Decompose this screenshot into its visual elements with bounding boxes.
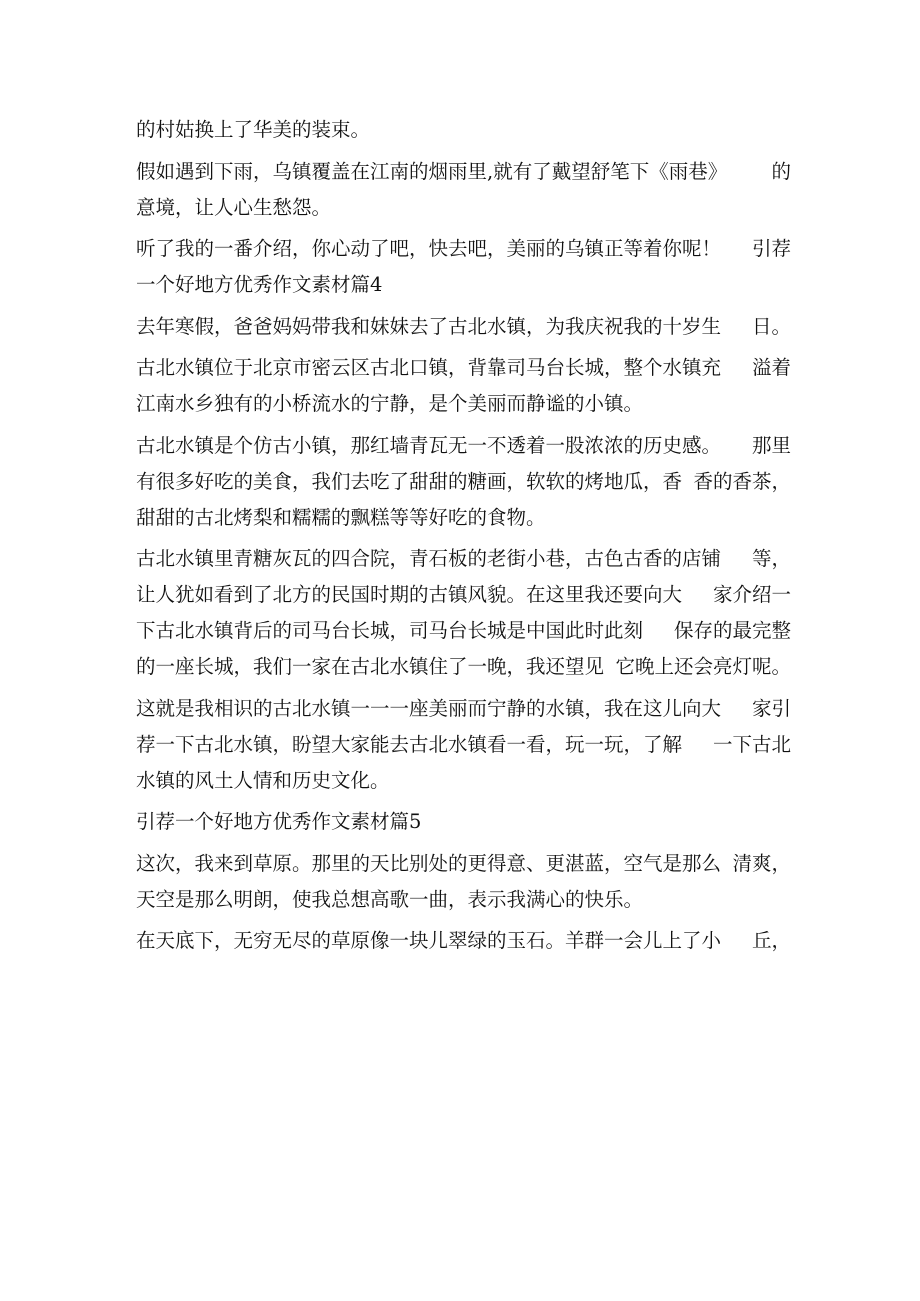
text-segment: 在天底下，无穷无尽的草原像一块儿翠绿的玉石。羊群一会儿上了小 bbox=[136, 929, 722, 952]
text-segment: 古北水镇位于北京市密云区古北口镇，背靠司马台长城，整个水镇充 bbox=[136, 356, 722, 379]
text-segment: 天空是那么明朗，使我总想高歌一曲，表示我满心的快乐。 bbox=[136, 887, 644, 911]
text-line bbox=[136, 154, 791, 190]
text-segment: 这次，我来到草原。那里的天比别处的更得意、更湛蓝，空气是那么 bbox=[136, 851, 722, 875]
text-segment: 引荐 bbox=[751, 237, 791, 260]
paragraph bbox=[136, 923, 791, 959]
text-segment: 一个好地方优秀作文素材篇4 bbox=[136, 273, 383, 296]
section-heading bbox=[136, 267, 791, 303]
paragraph bbox=[136, 350, 791, 422]
text-line bbox=[136, 541, 791, 577]
text-segment: 有很多好吃的美食，我们去吃了甜甜的糖画，软软的烤地瓜，香 bbox=[136, 469, 683, 493]
paragraph bbox=[136, 428, 791, 536]
paragraph bbox=[136, 112, 791, 148]
document-body bbox=[136, 112, 791, 965]
text-segment: 听了我的一番介绍，你心动了吧，快去吧，美丽的乌镇正等着你呢！ bbox=[136, 237, 722, 260]
text-line bbox=[136, 231, 791, 267]
paragraph bbox=[136, 309, 791, 345]
text-segment: 的一座长城，我们一家在古北水镇住了一晚，我还望见 bbox=[136, 655, 605, 678]
text-segment: 保存的最完整 bbox=[673, 619, 791, 642]
text-segment: 水镇的风土人情和历史文化。 bbox=[136, 768, 390, 792]
text-segment: 江南水乡独有的小桥流水的宁静，是个美丽而静谧的小镇。 bbox=[136, 392, 644, 415]
text-line bbox=[136, 649, 791, 685]
paragraph bbox=[136, 804, 791, 840]
text-segment: 那里 bbox=[751, 433, 791, 457]
text-segment: 荐一下古北水镇，盼望大家能去古北水镇看一看，玩一玩，了解 bbox=[136, 732, 683, 756]
text-segment: 溢着 bbox=[751, 356, 791, 379]
text-segment: 古北水镇是个仿古小镇，那红墙青瓦无一不透着一股浓浓的历史感。 bbox=[136, 433, 722, 457]
text-line bbox=[136, 846, 791, 882]
text-line bbox=[136, 763, 791, 799]
text-line bbox=[136, 923, 791, 959]
text-segment: 的村姑换上了华美的装束。 bbox=[136, 118, 371, 141]
text-segment: 丘， bbox=[751, 929, 791, 952]
text-segment: 甜甜的古北烤梨和糯糯的飘糕等等好吃的食物。 bbox=[136, 505, 546, 529]
text-segment: 等， bbox=[751, 547, 791, 570]
paragraph bbox=[136, 154, 791, 226]
text-line bbox=[136, 882, 791, 918]
text-segment: 它晚上还会亮灯呢。 bbox=[615, 655, 791, 678]
text-segment: 引荐一个好地方优秀作文素材篇5 bbox=[136, 810, 422, 833]
paragraph bbox=[136, 231, 791, 303]
text-segment: 的 bbox=[771, 159, 791, 183]
text-line bbox=[136, 691, 791, 727]
text-segment: 让人犹如看到了北方的民国时期的古镇风貌。在这里我还要向大 bbox=[136, 583, 683, 606]
text-segment: 一下古北 bbox=[712, 732, 791, 756]
text-segment: 意境，让人心生愁怨。 bbox=[136, 195, 332, 219]
text-segment: 家引 bbox=[751, 696, 791, 720]
text-segment: 清爽， bbox=[732, 851, 791, 875]
text-line bbox=[136, 464, 791, 500]
text-segment: 这就是我相识的古北水镇一一一座美丽而宁静的水镇，我在这儿向大 bbox=[136, 696, 722, 720]
paragraph bbox=[136, 541, 791, 685]
text-line bbox=[136, 350, 791, 386]
paragraph bbox=[136, 691, 791, 799]
text-line bbox=[136, 112, 791, 148]
text-segment: 下古北水镇背后的司马台长城，司马台长城是中国此时此刻 bbox=[136, 619, 644, 642]
text-segment: 家介绍一 bbox=[712, 583, 791, 606]
text-segment: 假如遇到下雨，乌镇覆盖在江南的烟雨里,就有了戴望舒笔下《雨巷》 bbox=[136, 159, 728, 183]
paragraph bbox=[136, 846, 791, 918]
text-segment: 古北水镇里青糖灰瓦的四合院，青石板的老街小巷，古色古香的店铺 bbox=[136, 547, 722, 570]
text-line bbox=[136, 577, 791, 613]
text-line bbox=[136, 309, 791, 345]
section-heading bbox=[136, 804, 791, 840]
text-segment: 日。 bbox=[751, 314, 791, 338]
text-line bbox=[136, 386, 791, 422]
text-line bbox=[136, 500, 791, 536]
text-line bbox=[136, 727, 791, 763]
text-line bbox=[136, 613, 791, 649]
text-segment: 去年寒假，爸爸妈妈带我和妹妹去了古北水镇，为我庆祝我的十岁生 bbox=[136, 314, 722, 338]
text-segment: 香的香茶， bbox=[693, 469, 791, 493]
text-line bbox=[136, 190, 791, 226]
text-line bbox=[136, 428, 791, 464]
